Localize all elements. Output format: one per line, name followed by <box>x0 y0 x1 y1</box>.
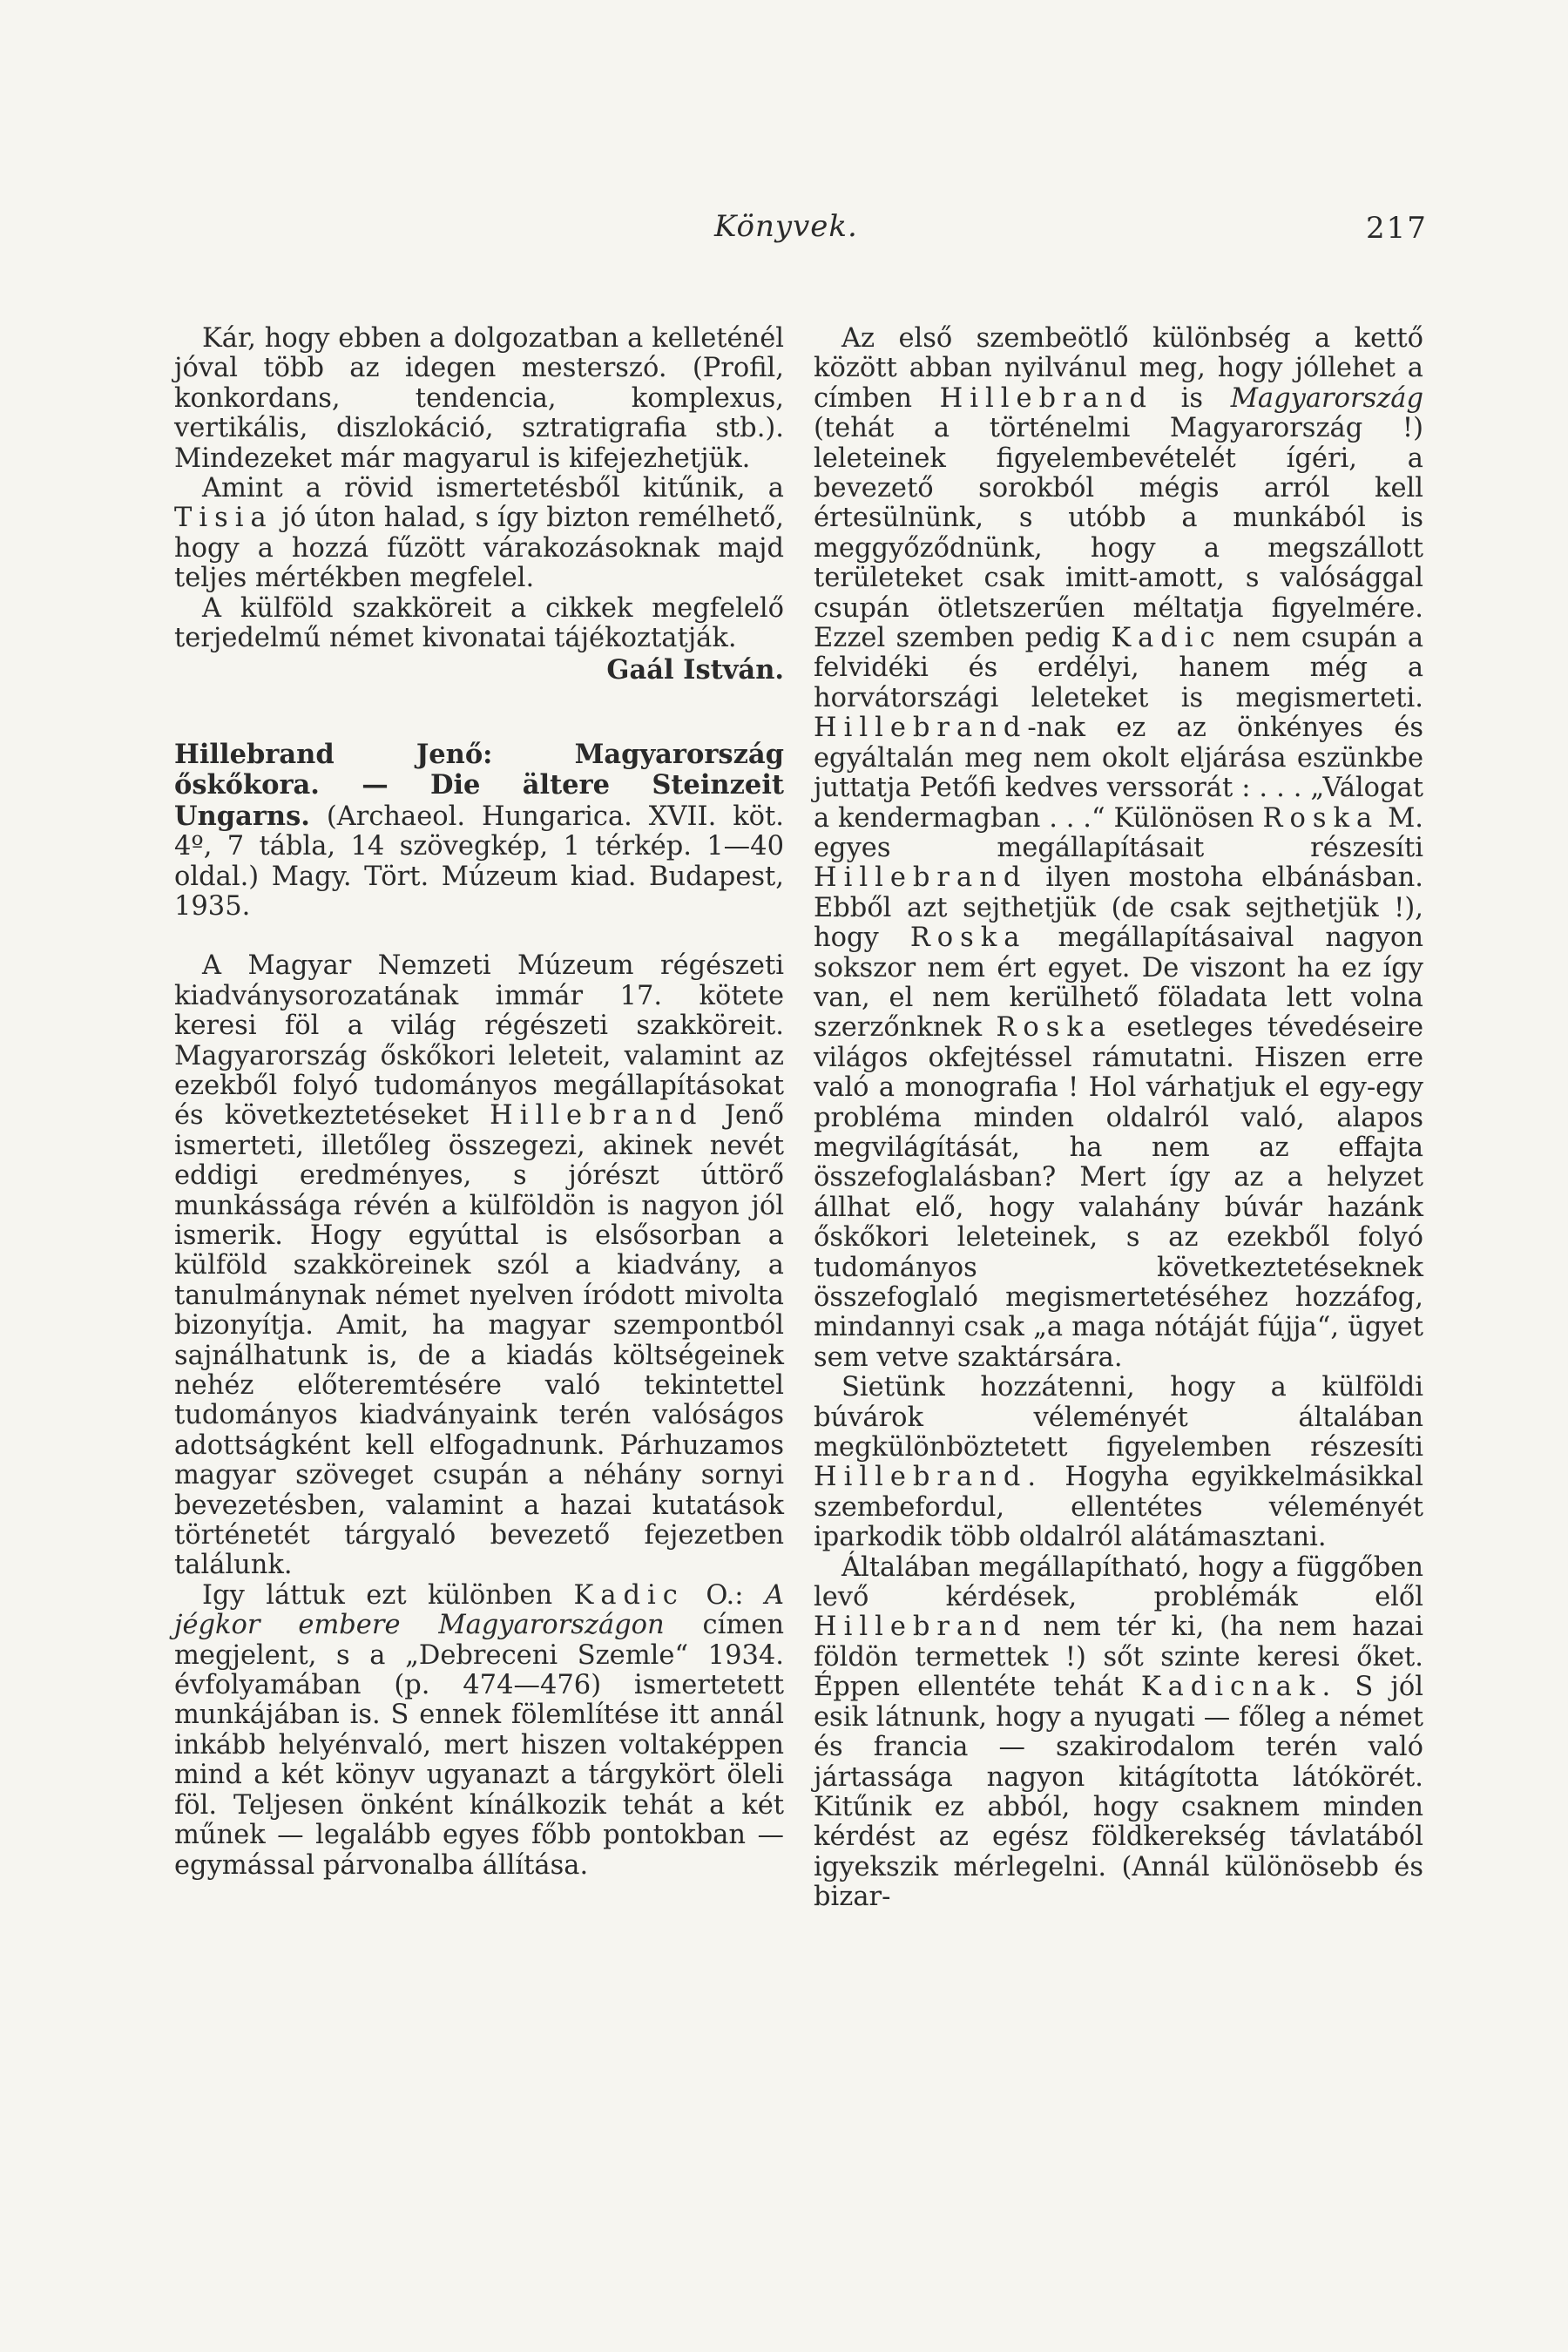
paragraph: A külföld szakköreit a cikkek megfelelő terjedelmű német kivonatai tájékoztatják. <box>174 592 784 654</box>
paragraph: Sietünk hozzátenni, hogy a külföldi búvárok véleményét általában megkülönböztetett figyelemben részesíti Hillebrand. Hogyha egyikkelmásikkal szembefordul, ellentétes véleményét iparkodik több oldalról alátámasztani. <box>814 1372 1423 1553</box>
page-number: 217 <box>1366 211 1428 246</box>
book-title: A jégkor embere Magyarországon <box>174 1579 784 1641</box>
emphasized-name: Tisia <box>174 503 274 534</box>
emphasized-name: Kadic <box>573 1579 685 1611</box>
running-header: Könyvek. <box>714 209 858 244</box>
paragraph: Kár, hogy ebben a dolgozatban a kelleténél jóval több az idegen mesterszó. (Profil, konkordans, tendencia, komplexus, vertikális, diszlokáció, sztratigrafia stb.). Mindezeket már magyarul is kifejezhetjük. <box>174 323 784 474</box>
left-column <box>174 324 784 1881</box>
bibliographic-entry: Hillebrand Jenő: Magyarország őskőkora. — Die ältere Steinzeit Ungarns. (Archaeol. Hungarica. XVII. köt. 4º, 7 tábla, 14 szövegkép, 1 térkép. 1—40 oldal.) Magy. Tört. Múzeum kiad. Budapest, 1935. <box>174 738 784 922</box>
paragraph: Amint a rövid ismertetésből kitűnik, a Tisia jó úton halad, s így bizton remélhető, hogy a hozzá fűzött várakozásoknak majd teljes mértékben megfelel. <box>174 473 784 594</box>
emphasized-name: Hillebrand <box>490 1100 704 1132</box>
paragraph: Általában megállapítható, hogy a függőben levő kérdések, problémák elől Hillebrand nem tér ki, (ha nem hazai földön termettek !) sőt szinte keresi őket. Éppen ellentéte tehát Kadicnak. S jól esik látnunk, hogy a nyugati — főleg a német és francia — szakirodalom terén való jártassága nagyon kitágította látókörét. Kitűnik ez abból, hogy csaknem minden kérdést az egész földkerekség távlatából igyekszik mérlegelni. (Annál különösebb és bizar- <box>814 1551 1423 1913</box>
right-column <box>814 324 1423 1913</box>
paragraph: Igy láttuk ezt különben Kadic O.: A jégkor embere Magyarországon címen megjelent, s a „Debreceni Szemle“ 1934. évfolyamában (p. 474—476) ismertetett munkájában is. S ennek fölemlítése itt annál inkább helyénvaló, mert hiszen voltaképpen mind a két könyv ugyanazt a tárgykört öleli föl. Teljesen önként kínálkozik tehát a két műnek — legalább egyes főbb pontokban — egymással párvonalba állítása. <box>174 1579 784 1881</box>
paragraph: A Magyar Nemzeti Múzeum régészeti kiadványsorozatának immár 17. kötete keresi föl a világ régészeti szakköreit. Magyarország őskőkori leleteit, valamint az ezekből folyó tudományos megállapításokat és következtetéseket Hillebrand Jenő ismerteti, illetőleg összegezi, akinek nevét eddigi eredményes, s jórészt úttörő munkássága révén a külföldön is nagyon jól ismerik. Hogy egyúttal is elsősorban a külföld szakköreinek szól a kiadvány, a tanulmánynak német nyelven íródott mivolta bizonyítja. Amit, ha magyar szempontból sajnálhatunk is, de a kiadás költségeinek nehéz előteremtésére való tekintettel tudományos kiadványaink terén valóságos adottságként kell elfogadnunk. Párhuzamos magyar szöveget csupán a néhány sornyi bevezetésben, valamint a hazai kutatások történetét tárgyaló bevezető fejezetben találunk. <box>174 950 785 1581</box>
author-signature: Gaál István. <box>606 654 784 686</box>
paragraph: Az első szembeötlő különbség a kettő között abban nyilvánul meg, hogy jóllehet a címben Hillebrand is Magyarország (tehát a történelmi Magyarország !) leleteinek figyelembevételét ígéri, a bevezető sorokból mégis arról kell értesülnünk, s utóbb a munkából is meggyőződnünk, hogy a megszállott területeket csak imitt-amott, s valósággal csupán ötletszerűen méltatja figyelmére. Ezzel szemben pedig Kadic nem csupán a felvidéki és erdélyi, hanem még a horvátországi leleteket is megismerteti. Hillebrand-nak ez az önkényes és egyáltalán meg nem okolt eljárása eszünkbe juttatja Petőfi kedves verssorát : . . . „Válogat a kendermagban . . .“ Különösen Roska M. egyes megállapításait részesíti Hillebrand ilyen mostoha elbánásban. Ebből azt sejthetjük (de csak sejthetjük !), hogy Roska megállapításaival nagyon sokszor nem ért egyet. De viszont ha ez így van, el nem kerülhető föladata lett volna szerzőnknek Roska esetleges tévedéseire világos okfejtéssel rámutatni. Hiszen erre való a monografia ! Hol várhatjuk el egy-egy probléma minden oldalról való, alapos megvilágítását, ha nem az effajta összefoglalásban? Mert így az a helyzet állhat elő, hogy valahány búvár hazánk őskőkori leleteinek, s az ezekből folyó tudományos következtetéseknek összefoglaló megismertetéséhez hozzáfog, mindannyi csak „a maga nótáját fújja“, ügyet sem vetve szaktársára. <box>814 323 1424 1373</box>
